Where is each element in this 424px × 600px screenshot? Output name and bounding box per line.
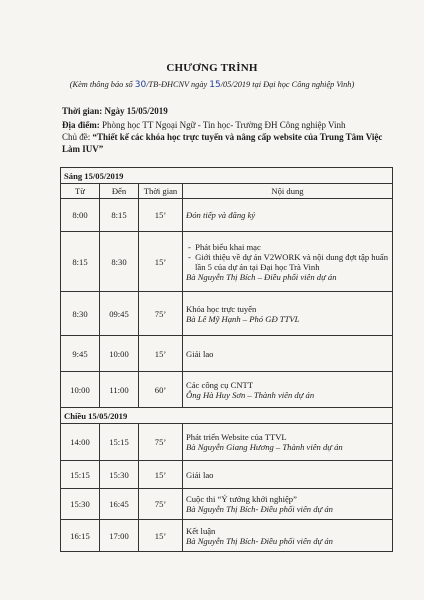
- section-afternoon-row: [61, 408, 393, 424]
- row-content: [183, 292, 393, 336]
- bullet-item: - Giới thiệu về dự án V2WORK và nội dung đợt tập huấn lần 5 của dự án tại Đại học Trà Vinh: [188, 251, 389, 272]
- table-row: [61, 372, 393, 408]
- row-from: 16:15: [61, 520, 100, 552]
- theme-value: “Thiết kế các khóa học trực tuyến và nâng cấp website của Trung Tâm Việc Làm IUV”: [62, 132, 383, 154]
- presenter: Bà Nguyễn Thị Bích- Điều phối viên dự án: [186, 504, 333, 514]
- theme-label: Chủ đề:: [62, 132, 91, 142]
- table-row: [61, 199, 393, 232]
- row-to: 8:15: [100, 199, 139, 232]
- row-content-text: Kết luận: [186, 525, 216, 536]
- section-afternoon-label: Chiều 15/05/2019: [61, 408, 393, 424]
- location-value: Phòng học TT Ngoại Ngữ - Tin học- Trường ĐH Công nghiệp Vinh: [102, 120, 346, 130]
- header-content: Nội dung: [183, 184, 393, 199]
- schedule-table: [60, 167, 393, 552]
- time-value: Ngày 15/05/2019: [104, 106, 168, 116]
- presenter: Bà Lê Mỹ Hạnh – Phó GĐ TTVL: [186, 313, 300, 324]
- row-from: 10:00: [61, 372, 100, 408]
- presenter: Bà Nguyễn Giang Hương – Thành viên dự án: [186, 442, 343, 452]
- subtitle-suffix: /05/2019 tại Đại học Công nghiệp Vinh): [220, 80, 355, 89]
- row-from: 8:30: [61, 292, 100, 336]
- row-duration: 75’: [139, 489, 183, 520]
- row-to: 15:30: [100, 461, 139, 489]
- row-content: Giải lao: [183, 461, 393, 489]
- row-content: [183, 372, 393, 408]
- subtitle-prefix: (Kèm thông báo số: [69, 80, 133, 89]
- row-content-text: Khóa học trực tuyến: [186, 303, 257, 314]
- table-row: [61, 232, 393, 292]
- row-content: [183, 520, 393, 552]
- theme-line: [62, 131, 402, 155]
- row-content: [183, 199, 393, 232]
- location-label: Địa điểm:: [62, 120, 100, 130]
- row-duration: 15’: [139, 199, 183, 232]
- row-from: 15:30: [61, 489, 100, 520]
- section-morning-label: Sáng 15/05/2019: [61, 168, 393, 184]
- handwritten-day: 15: [209, 80, 221, 90]
- presenter: Bà Nguyễn Thị Bích – Điều phối viên dự án: [186, 271, 337, 282]
- presenter: Ông Hà Huy Sơn – Thành viên dự án: [186, 389, 315, 400]
- row-to: 17:00: [100, 520, 139, 552]
- row-duration: 60’: [139, 372, 183, 408]
- table-row: [61, 336, 393, 372]
- row-to: 16:45: [100, 489, 139, 520]
- row-content: [183, 424, 393, 461]
- table-row: [61, 461, 393, 489]
- location-line: [62, 119, 402, 131]
- row-from: 8:00: [61, 199, 100, 232]
- table-row: [61, 292, 393, 336]
- row-to: 15:15: [100, 424, 139, 461]
- document-title: CHƯƠNG TRÌNH: [166, 62, 258, 74]
- table-row: [61, 489, 393, 520]
- time-line: [62, 105, 402, 117]
- time-label: Thời gian:: [62, 106, 103, 116]
- header-duration: Thời gian: [139, 184, 183, 199]
- document-subtitle: [0, 80, 424, 90]
- subtitle-middle: /TB-ĐHCNV ngày: [146, 80, 208, 89]
- row-from: 15:15: [61, 461, 100, 489]
- row-duration: 15’: [139, 336, 183, 372]
- row-from: 14:00: [61, 424, 100, 461]
- row-content: [183, 232, 393, 292]
- table-row: [61, 424, 393, 461]
- row-from: 8:15: [61, 232, 100, 292]
- row-duration: 75’: [139, 292, 183, 336]
- row-to: 09:45: [100, 292, 139, 336]
- bullet-item: - Phát biểu khai mạc: [188, 241, 261, 252]
- header-row: [61, 184, 393, 199]
- row-from: 9:45: [61, 336, 100, 372]
- row-duration: 75’: [139, 424, 183, 461]
- header-to: Đến: [100, 184, 139, 199]
- row-content-text: Các công cụ CNTT: [186, 379, 254, 390]
- table-row: [61, 520, 393, 552]
- row-content: Giải lao: [183, 336, 393, 372]
- presenter: Bà Nguyễn Thị Bích- Điều phối viên dự án: [186, 535, 333, 546]
- row-to: 10:00: [100, 336, 139, 372]
- row-content-text: Đón tiếp và đăng ký: [186, 210, 256, 220]
- row-content: [183, 489, 393, 520]
- row-content-text: Cuộc thi “Ý tưởng khởi nghiệp”: [186, 494, 297, 504]
- header-from: Từ: [61, 184, 100, 199]
- row-to: 11:00: [100, 372, 139, 408]
- row-duration: 15’: [139, 232, 183, 292]
- row-content-text: Phát triển Website của TTVL: [186, 432, 287, 442]
- handwritten-number: 30: [134, 80, 147, 90]
- section-morning-row: [61, 168, 393, 184]
- row-to: 8:30: [100, 232, 139, 292]
- row-duration: 15’: [139, 461, 183, 489]
- row-duration: 15’: [139, 520, 183, 552]
